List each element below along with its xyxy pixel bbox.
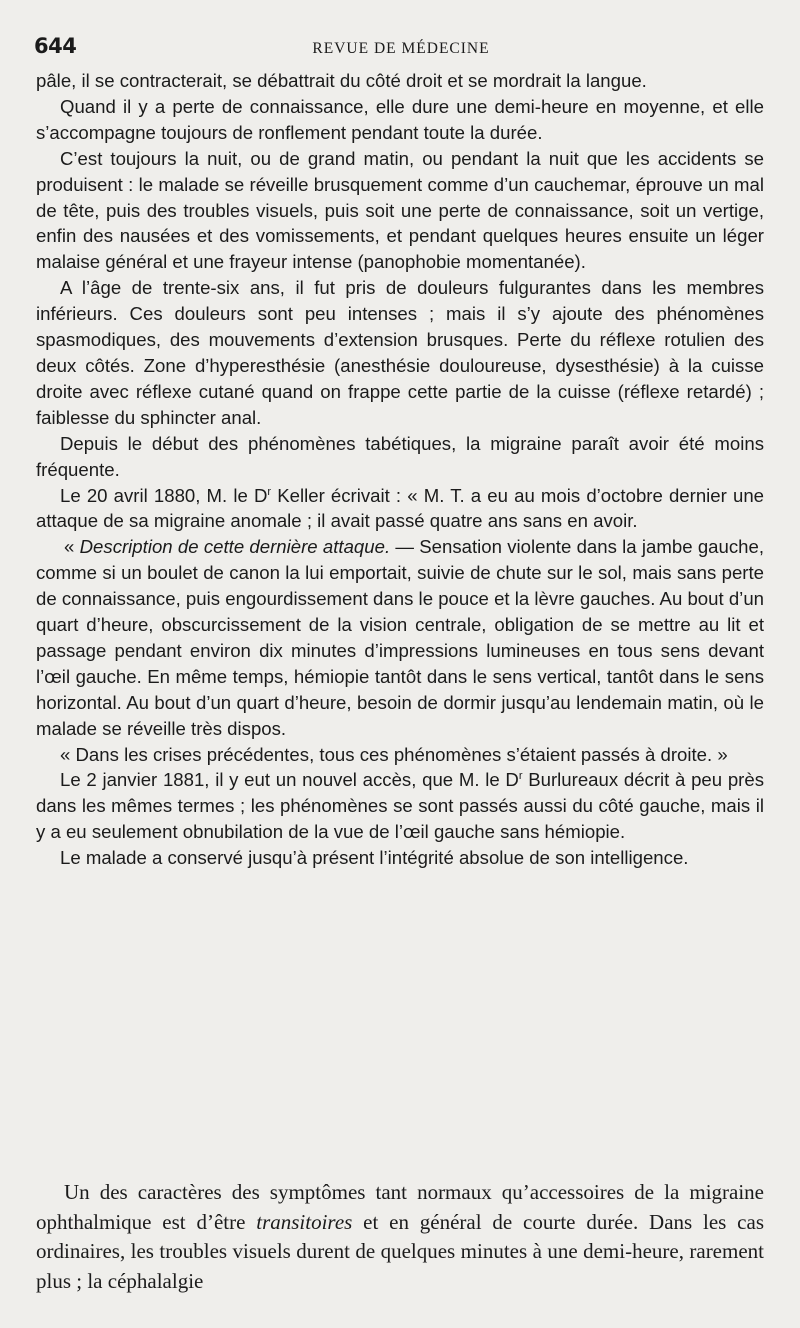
page-number: 644 — [34, 34, 77, 58]
paragraph-1: pâle, il se contracterait, se débattrait du côté droit et se mordrait la langue. — [36, 70, 647, 91]
discussion-start: Un des caractères des symptômes tant normaux qu’accessoires de la migraine ophthalmique est d’être — [36, 1180, 764, 1234]
paragraph-5: Depuis le début des phénomènes tabétiques, la migraine paraît avoir été moins fréquente. — [36, 432, 764, 480]
paragraph-8: « Dans les crises précédentes, tous ces phénomènes s’étaient passés à droite. » — [60, 743, 728, 765]
page-header — [34, 34, 768, 64]
quote-mark: « — [64, 536, 80, 558]
paragraph-6-start: Le 20 avril 1880, M. le D — [60, 484, 268, 506]
paragraph-10: Le malade a conservé jusqu’à présent l’intégrité absolue de son intelligence. — [60, 847, 689, 869]
discussion-text — [36, 1178, 764, 1296]
running-title: REVUE DE MÉDECINE — [312, 40, 490, 57]
paragraph-3: C’est toujours la nuit, ou de grand matin, ou pendant la nuit que les accidents se produisent : le malade se réveille brusquement comme d’un cauchemar, éprouve un mal de tête, puis des troubles visuels, puis soit une perte de connaissance, soit un vertige, enfin des nausées et des vomissements, et pendant quelques heures ensuite un léger malaise général et une frayeur intense (panophobie momentanée). — [36, 147, 764, 273]
discussion-end: et en général de courte durée. Dans les cas ordinaires, les troubles visuels durent de quelques minutes à une demi-heure, rarement plus ; la céphalalgie — [36, 1209, 764, 1293]
discussion-paragraph — [36, 1178, 764, 1296]
paragraph-7 — [36, 534, 764, 741]
paragraph-2: Quand il y a perte de connaissance, elle dure une demi-heure en moyenne, et elle s’accompagne toujours de ronflement pendant toute la durée. — [36, 95, 764, 143]
doctor-superscript: r — [518, 770, 523, 783]
paragraph-9-end: Burlureaux décrit à peu près dans les mêmes termes ; les phénomènes se sont passés aussi du côté gauche, mais il y a eu seulement obnubilation de la vue de l’œil gauche sans hémiopie. — [36, 769, 764, 843]
case-report-text — [36, 68, 764, 871]
paragraph-6-end: Keller écrivait : « M. T. a eu au mois d’octobre dernier une attaque de sa migraine anomale ; il avait passé quatre ans sans en avoir. — [36, 484, 764, 532]
paragraph-9 — [36, 767, 764, 845]
paragraph-7-body: — Sensation violente dans la jambe gauche, comme si un boulet de canon la lui emportait, suivie de chute sur le sol, mais sans perte de connaissance, puis engourdissement dans le pouce et la lèvre gauches. Au bout d’un quart d’heure, obscurcissement de la vision centrale, obligation de se mettre au lit et passage pendant environ dix minutes d’impressions lumineuses en tous sens devant l’œil gauche. En même temps, hémiopie tantôt dans le sens vertical, tantôt dans le sens horizontal. Au bout d’un quart d’heure, besoin de dormir jusqu’au lendemain matin, où le malade se réveille très dispos. — [36, 536, 764, 739]
emphasis-transitoires: transitoires — [256, 1209, 353, 1234]
paragraph-6 — [36, 483, 764, 535]
doctor-superscript: r — [267, 485, 272, 498]
attack-description-heading: Description de cette dernière attaque. — [79, 536, 391, 558]
paragraph-4: A l’âge de trente-six ans, il fut pris de douleurs fulgurantes dans les membres inférieurs. Ces douleurs sont peu intenses ; mais il s’y ajoute des phénomènes spasmodiques, des mouvements d’extension brusques. Perte du réflexe rotulien des deux côtés. Zone d’hyperesthésie (anesthésie douloureuse, dysesthésie) à la cuisse droite avec réflexe cutané quand on frappe cette partie de la cuisse (réflexe retardé) ; faiblesse du sphincter anal. — [36, 277, 764, 428]
paragraph-9-start: Le 2 janvier 1881, il y eut un nouvel accès, que M. le D — [60, 769, 519, 791]
